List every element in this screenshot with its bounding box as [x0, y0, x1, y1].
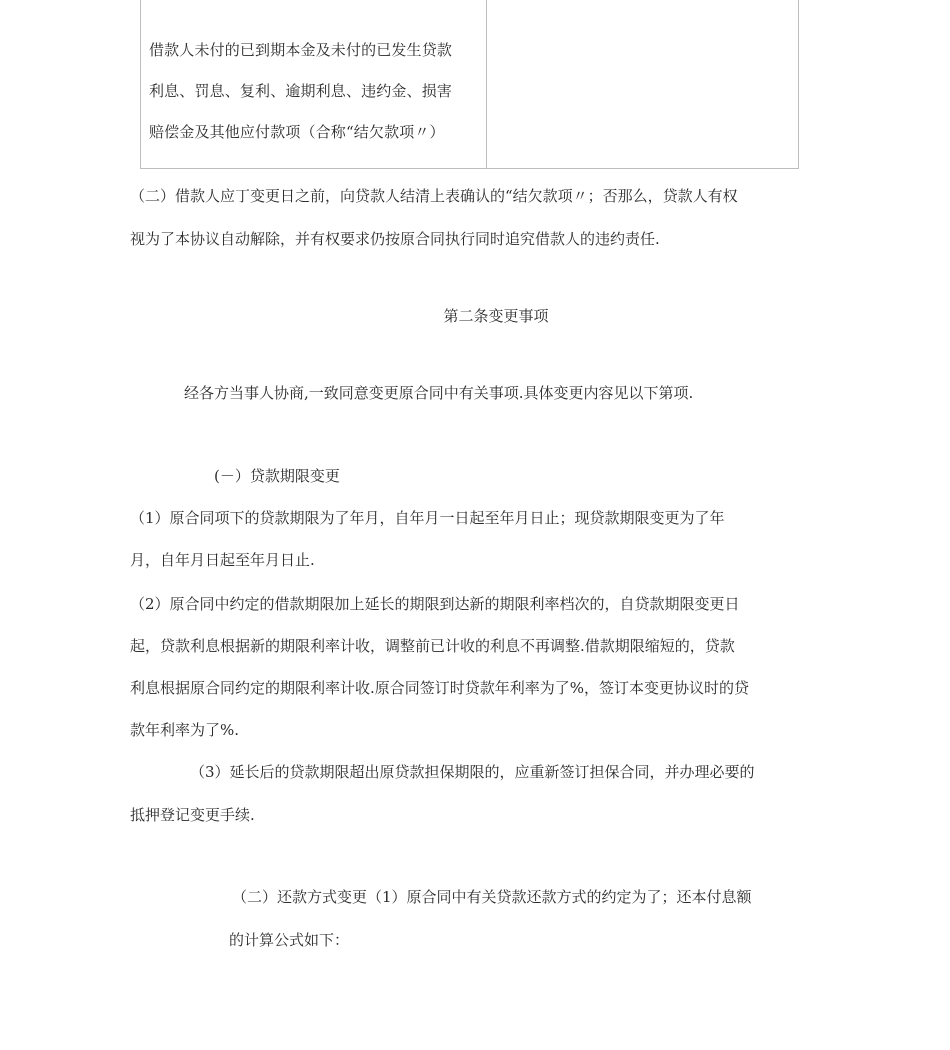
term-change-heading: (－）贷款期限变更	[214, 467, 340, 485]
term-item-3-line-2: 抵押登记变更手续.	[130, 806, 255, 824]
settle-paragraph-line-2: 视为了本协议自动解除，并有权要求仍按原合同执行同时追究借款人的违约责任.	[130, 230, 660, 248]
term-item-2-line-3: 利息根据原合同约定的期限利率计收.原合同签订时贷款年利率为了%，签订本变更协议时的贷	[130, 679, 750, 697]
table-label-line-2: 利息、罚息、复利、逾期利息、违约金、损害	[149, 82, 453, 100]
table-label-line-1: 借款人未付的已到期本金及未付的已发生贷款	[149, 41, 453, 59]
article-2-intro: 经各方当事人协商,一致同意变更原合同中有关事项.具体变更内容见以下第项.	[184, 384, 694, 402]
repay-change-line-1: （二）还款方式变更（1）原合同中有关贷款还款方式的约定为了；还本付息额	[232, 888, 752, 906]
table-label-line-3: 赔偿金及其他应付款项（合称“结欠款项〃）	[149, 123, 445, 141]
table-value-cell	[487, 0, 798, 168]
outstanding-amount-table	[140, 0, 799, 169]
article-2-title: 第二条变更事项	[443, 307, 549, 325]
term-item-3-line-1: （3）延长后的贷款期限超出原贷款担保期限的，应重新签订担保合同，并办理必要的	[190, 763, 755, 781]
settle-paragraph-line-1: （二）借款人应丁变更日之前，向贷款人结清上表确认的“结欠款项〃；否那么，贷款人有权	[130, 187, 738, 205]
term-item-2-line-4: 款年利率为了%.	[130, 721, 240, 739]
term-item-1-line-1: （1）原合同项下的贷款期限为了年月，自年月一日起至年月日止；现贷款期限变更为了年	[130, 509, 725, 527]
term-item-2-line-1: （2）原合同中约定的借款期限加上延长的期限到达新的期限利率档次的，自贷款期限变更日	[130, 595, 740, 613]
term-item-1-line-2: 月，自年月日起至年月日止.	[130, 551, 315, 569]
term-item-2-line-2: 起，贷款利息根据新的期限利率计收，调整前已计收的利息不再调整.借款期限缩短的，贷款	[130, 637, 735, 655]
repay-change-line-2: 的计算公式如下：	[229, 931, 350, 949]
table-label-cell	[141, 0, 487, 168]
